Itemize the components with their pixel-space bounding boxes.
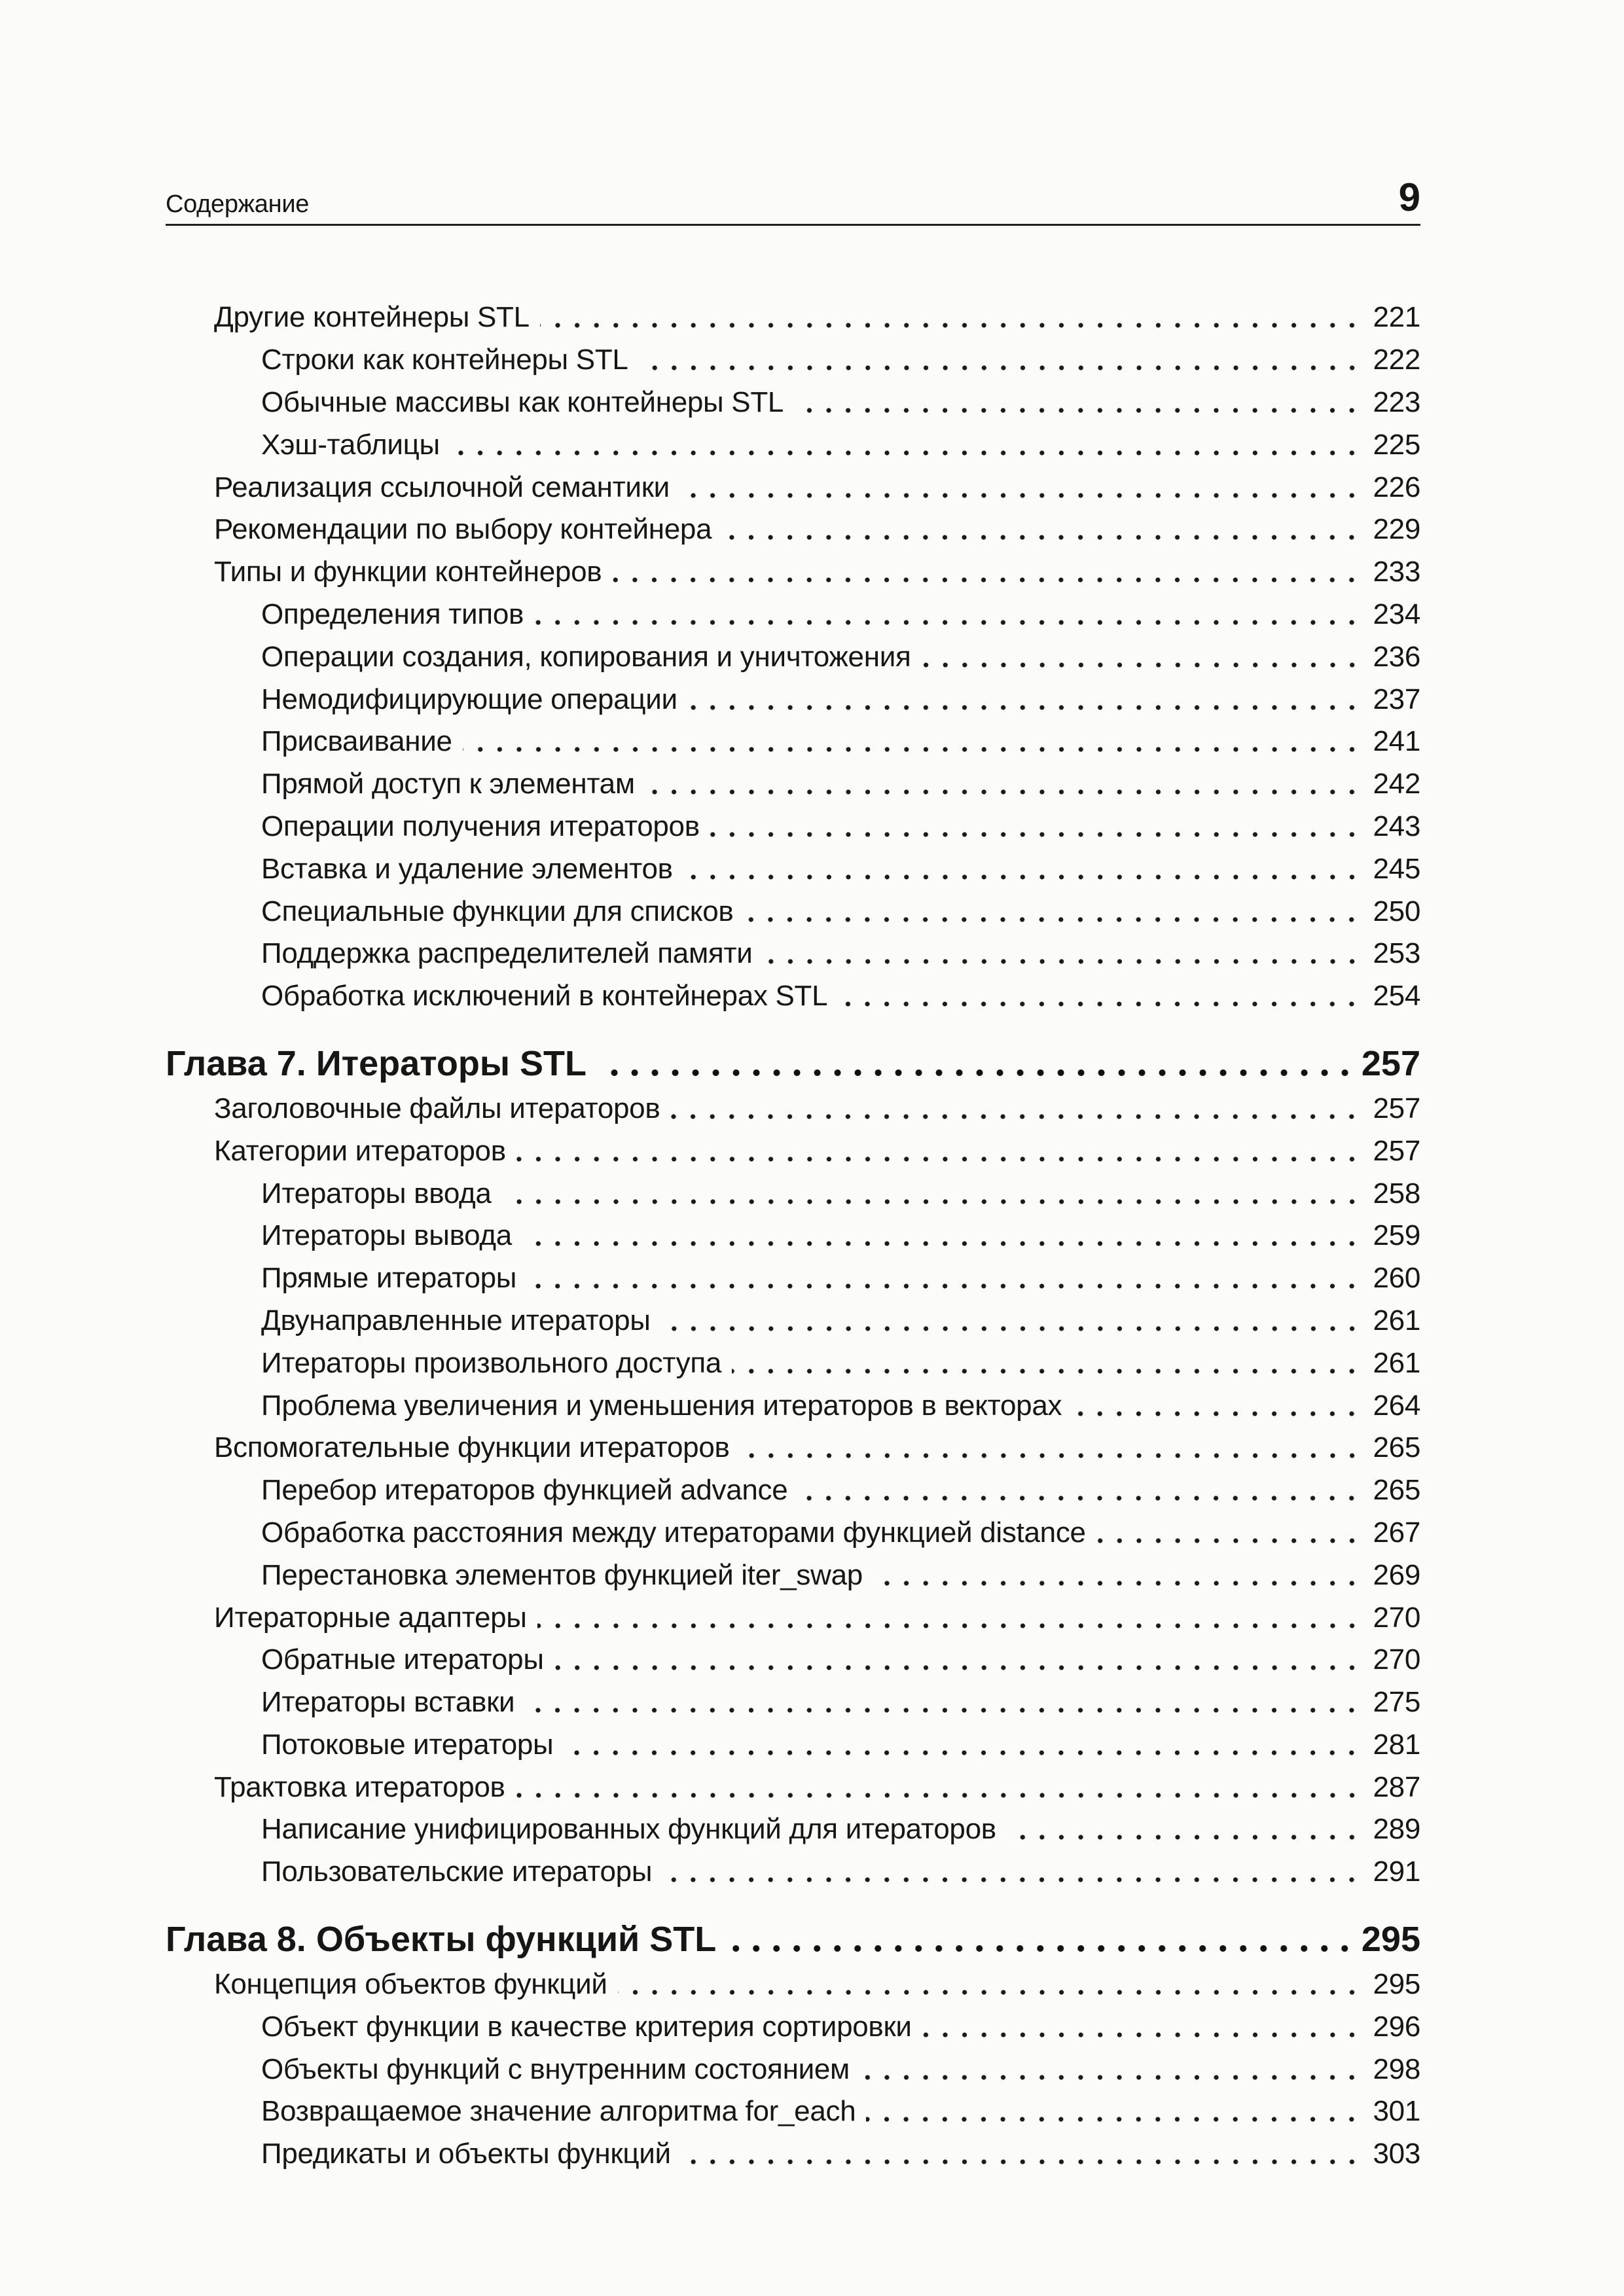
dot-leader [1096, 1520, 1362, 1546]
toc-entry [166, 1130, 1420, 1172]
toc-subentry [166, 890, 1420, 933]
toc-entry-title: Итераторы вывода [261, 1219, 512, 1252]
dot-leader [740, 1435, 1362, 1461]
toc-entry-title: Обычные массивы как контейнеры STL [261, 386, 784, 418]
dot-leader [516, 1774, 1362, 1801]
toc-subentry [166, 1724, 1420, 1767]
toc-entry-title: Вспомогательные функции итераторов [214, 1431, 730, 1464]
dot-leader [537, 1605, 1362, 1631]
toc-subentry [166, 2133, 1420, 2176]
toc-subentry [166, 1681, 1420, 1724]
toc-entry-title: Рекомендации по выбору контейнера [214, 513, 712, 546]
toc-entry-page: 259 [1373, 1219, 1420, 1252]
toc-subentry [166, 1808, 1420, 1851]
toc-entry-page: 289 [1373, 1813, 1420, 1846]
toc-entry-page: 236 [1373, 640, 1420, 673]
toc-entry-page: 287 [1373, 1770, 1420, 1803]
toc-entry-page: 254 [1373, 980, 1420, 1013]
dot-leader [450, 432, 1362, 458]
toc-entry-page: 242 [1373, 768, 1420, 800]
toc-entry-page: 226 [1373, 471, 1420, 503]
toc-subentry [166, 1851, 1420, 1893]
toc-subentry [166, 339, 1420, 382]
toc-subentry [166, 975, 1420, 1018]
toc-subentry [166, 636, 1420, 678]
dot-leader [1007, 1816, 1362, 1842]
toc-subentry [166, 594, 1420, 636]
toc-entry-page: 261 [1373, 1346, 1420, 1379]
dot-leader [463, 728, 1362, 755]
dot-leader [763, 941, 1362, 967]
running-head [166, 175, 1420, 226]
dot-leader [728, 1924, 1355, 1955]
dot-leader [732, 1350, 1362, 1376]
toc-subentry [166, 1342, 1420, 1384]
toc-entry-title: Пользовательские итераторы [261, 1856, 653, 1888]
dot-leader [860, 2056, 1362, 2083]
toc-entry [166, 1964, 1420, 2006]
dot-leader [661, 1308, 1362, 1334]
dot-leader [525, 1689, 1362, 1715]
toc-entry [166, 1766, 1420, 1808]
toc-subentry [166, 1384, 1420, 1427]
dot-leader [554, 1647, 1362, 1673]
toc-subentry [166, 1512, 1420, 1554]
toc-entry-page: 250 [1373, 895, 1420, 927]
dot-leader [794, 389, 1362, 416]
dot-leader [662, 1859, 1362, 1885]
dot-leader [680, 475, 1362, 501]
toc-entry-page: 237 [1373, 683, 1420, 715]
dot-leader [1072, 1393, 1362, 1419]
toc-entry-page: 257 [1373, 1134, 1420, 1167]
dot-leader [522, 1223, 1362, 1249]
dot-leader [722, 516, 1362, 543]
toc-entry-title: Прямые итераторы [261, 1262, 517, 1295]
toc-entry-page: 221 [1373, 301, 1420, 334]
toc-entry-title: Хэш-таблицы [261, 428, 440, 461]
dot-leader [688, 687, 1362, 713]
dot-leader [866, 2098, 1362, 2125]
toc-entry-title: Прямой доступ к элементам [261, 768, 635, 800]
chapter-heading [166, 1915, 1420, 1964]
toc-entry-page: 257 [1373, 1092, 1420, 1124]
dot-leader [670, 1096, 1362, 1122]
toc-entry-title: Вставка и удаление элементов [261, 852, 673, 885]
toc-subentry [166, 1257, 1420, 1300]
toc-entry-title: Операции получения итераторов [261, 810, 700, 842]
toc-entry [166, 509, 1420, 551]
toc-entry-page: 270 [1373, 1643, 1420, 1676]
toc-subentry [166, 2005, 1420, 2048]
dot-leader [527, 1265, 1362, 1291]
toc-entry [166, 1088, 1420, 1130]
dot-leader [540, 304, 1362, 331]
dot-leader [645, 771, 1362, 797]
toc-entry-title: Трактовка итераторов [214, 1770, 505, 1803]
toc-entry-title: Операции создания, копирования и уничтожения [261, 640, 911, 673]
dot-leader [534, 601, 1362, 628]
dot-leader [618, 1971, 1362, 1998]
toc-entry-page: 222 [1373, 344, 1420, 376]
toc-entry-page: 253 [1373, 937, 1420, 970]
toc-entry-title: Итераторы ввода [261, 1177, 492, 1210]
toc-entry-page: 269 [1373, 1558, 1420, 1591]
toc-subentry [166, 2090, 1420, 2133]
dot-leader [873, 1562, 1362, 1588]
toc-entry-title: Потоковые итераторы [261, 1728, 554, 1761]
toc-entry-page: 265 [1373, 1474, 1420, 1507]
toc-entry-title: Обратные итераторы [261, 1643, 544, 1676]
toc-entry-page: 260 [1373, 1262, 1420, 1295]
toc-entry-title: Перебор итераторов функцией advance [261, 1474, 788, 1507]
toc-entry-title: Реализация ссылочной семантики [214, 471, 670, 503]
toc-entry-title: Немодифицирующие операции [261, 683, 677, 715]
dot-leader [598, 1048, 1355, 1079]
toc-entry-title: Присваивание [261, 725, 452, 758]
toc-entry-page: 225 [1373, 428, 1420, 461]
toc-entry-page: 264 [1373, 1389, 1420, 1422]
toc-entry-page: 241 [1373, 725, 1420, 758]
toc-subentry [166, 1300, 1420, 1342]
toc-subentry [166, 2048, 1420, 2090]
toc-subentry [166, 933, 1420, 975]
dot-leader [681, 2141, 1362, 2167]
toc-subentry [166, 806, 1420, 848]
toc-entry-title: Типы и функции контейнеров [214, 556, 602, 588]
toc-entry [166, 1596, 1420, 1639]
toc-entry-page: 298 [1373, 2053, 1420, 2085]
dot-leader [683, 856, 1362, 882]
dot-leader [612, 559, 1362, 585]
table-of-contents [166, 296, 1420, 2176]
toc-entry [166, 551, 1420, 594]
toc-entry-title: Обработка расстояния между итераторами функцией distance [261, 1516, 1086, 1549]
toc-subentry [166, 848, 1420, 890]
chapter-page: 295 [1361, 1919, 1420, 1959]
toc-entry-title: Объекты функций с внутренним состоянием [261, 2053, 850, 2085]
toc-entry-page: 270 [1373, 1601, 1420, 1634]
toc-entry-page: 229 [1373, 513, 1420, 546]
toc-entry-page: 234 [1373, 598, 1420, 630]
toc-entry-title: Объект функции в качестве критерия сортировки [261, 2010, 912, 2043]
toc-entry-title: Проблема увеличения и уменьшения итераторов в векторах [261, 1389, 1062, 1422]
toc-entry-title: Двунаправленные итераторы [261, 1304, 651, 1336]
toc-subentry [166, 423, 1420, 466]
toc-entry-page: 275 [1373, 1686, 1420, 1719]
chapter-title: Глава 7. Итераторы STL [166, 1043, 586, 1083]
toc-entry-title: Специальные функции для списков [261, 895, 734, 927]
toc-subentry [166, 1172, 1420, 1215]
chapter-heading [166, 1039, 1420, 1088]
toc-subentry [166, 382, 1420, 424]
toc-entry-title: Категории итераторов [214, 1134, 506, 1167]
toc-entry-page: 261 [1373, 1304, 1420, 1336]
dot-leader [838, 983, 1362, 1009]
toc-subentry [166, 721, 1420, 763]
dot-leader [798, 1477, 1362, 1503]
toc-entry-title: Предикаты и объекты функций [261, 2138, 671, 2170]
toc-entry-title: Концепция объектов функций [214, 1968, 607, 2001]
toc-entry-page: 296 [1373, 2010, 1420, 2043]
toc-subentry [166, 1469, 1420, 1512]
toc-entry-page: 223 [1373, 386, 1420, 418]
chapter-page: 257 [1361, 1043, 1420, 1083]
dot-leader [516, 1138, 1362, 1164]
toc-entry-title: Перестановка элементов функцией iter_swap [261, 1558, 863, 1591]
chapter-title: Глава 8. Объекты функций STL [166, 1919, 717, 1959]
toc-entry-title: Определения типов [261, 598, 524, 630]
toc-entry-title: Итераторы вставки [261, 1686, 515, 1719]
toc-entry-title: Обработка исключений в контейнерах STL [261, 980, 828, 1013]
toc-entry-title: Строки как контейнеры STL [261, 344, 628, 376]
toc-subentry [166, 1215, 1420, 1257]
dot-leader [564, 1732, 1362, 1758]
toc-entry-page: 258 [1373, 1177, 1420, 1210]
toc-entry-page: 281 [1373, 1728, 1420, 1761]
dot-leader [710, 814, 1362, 840]
toc-entry-title: Написание унифицированных функций для итераторов [261, 1813, 996, 1846]
toc-entry-page: 265 [1373, 1431, 1420, 1464]
toc-entry [166, 466, 1420, 509]
dot-leader [922, 2014, 1362, 2040]
toc-entry-page: 301 [1373, 2095, 1420, 2128]
toc-entry-title: Итераторы произвольного доступа [261, 1346, 722, 1379]
toc-entry-title: Другие контейнеры STL [214, 301, 530, 334]
toc-entry-page: 233 [1373, 556, 1420, 588]
toc-entry-title: Заголовочные файлы итераторов [214, 1092, 660, 1124]
toc-entry-page: 295 [1373, 1968, 1420, 2001]
toc-entry-page: 291 [1373, 1856, 1420, 1888]
running-head-title: Содержание [166, 190, 310, 218]
toc-entry-page: 303 [1373, 2138, 1420, 2170]
toc-entry-page: 267 [1373, 1516, 1420, 1549]
toc-entry-title: Поддержка распределителей памяти [261, 937, 753, 970]
page-number: 9 [1398, 175, 1420, 219]
toc-entry-title: Возвращаемое значение алгоритма for_each [261, 2095, 856, 2128]
toc-subentry [166, 1639, 1420, 1681]
toc-subentry [166, 678, 1420, 721]
toc-entry-page: 245 [1373, 852, 1420, 885]
toc-subentry [166, 763, 1420, 806]
dot-leader [744, 899, 1362, 925]
dot-leader [639, 347, 1362, 373]
dot-leader [922, 644, 1362, 670]
toc-entry [166, 296, 1420, 339]
toc-subentry [166, 1554, 1420, 1596]
toc-entry [166, 1427, 1420, 1469]
toc-entry-page: 243 [1373, 810, 1420, 842]
dot-leader [502, 1181, 1362, 1207]
toc-entry-title: Итераторные адаптеры [214, 1601, 527, 1634]
